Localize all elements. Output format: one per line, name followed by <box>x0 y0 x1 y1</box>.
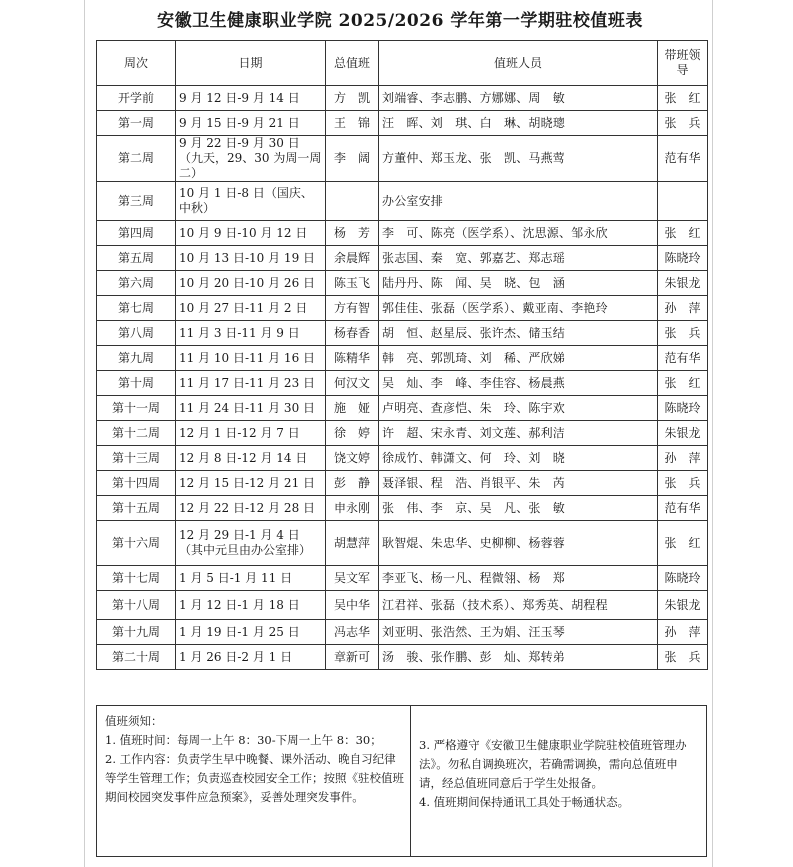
cell-date: 10 月 13 日-10 月 19 日 <box>176 246 326 271</box>
cell-week: 第十九周 <box>97 620 176 645</box>
header-leader: 带班领导 <box>658 41 708 86</box>
notes-item-3: 3. 严格遵守《安徽卫生健康职业学院驻校值班管理办法》。勿私自调换班次，若确需调换，需向总值班申请，经总值班同意后于学生处报备。 <box>419 738 687 790</box>
notes-item-1: 1. 值班时间：每周一上午 8：30-下周一上午 8：30； <box>105 733 382 747</box>
cell-leader: 陈晓玲 <box>658 396 708 421</box>
cell-week: 第十六周 <box>97 521 176 566</box>
cell-chief: 章新可 <box>326 645 379 670</box>
cell-leader: 张 红 <box>658 221 708 246</box>
cell-chief: 李 阔 <box>326 136 379 182</box>
table-row <box>97 421 708 446</box>
cell-leader: 张 兵 <box>658 471 708 496</box>
page-edge-right <box>712 0 713 867</box>
cell-chief: 余晨辉 <box>326 246 379 271</box>
cell-chief: 方有智 <box>326 296 379 321</box>
notes-item-4: 4. 值班期间保持通讯工具处于畅通状态。 <box>419 795 630 809</box>
header-chief: 总值班 <box>326 41 379 86</box>
cell-staff: 汤 骏、张作鹏、彭 灿、郑转弟 <box>379 645 658 670</box>
cell-date: 10 月 20 日-10 月 26 日 <box>176 271 326 296</box>
header-week: 周次 <box>97 41 176 86</box>
notes-item-2: 2. 工作内容：负责学生早中晚餐、课外活动、晚自习纪律等学生管理工作；负责巡查校园安全工作；按照《驻校值班期间校园突发事件应急预案》，妥善处理突发事件。 <box>105 752 404 804</box>
cell-date: 10 月 1 日-8 日（国庆、中秋） <box>176 182 326 221</box>
cell-chief: 方 凯 <box>326 86 379 111</box>
cell-staff: 徐成竹、韩潇文、何 玲、刘 晓 <box>379 446 658 471</box>
cell-leader: 范有华 <box>658 346 708 371</box>
cell-staff: 张志国、秦 宽、郭嘉艺、郑志瑶 <box>379 246 658 271</box>
cell-chief: 徐 婷 <box>326 421 379 446</box>
cell-staff: 汪 晖、刘 琪、白 琳、胡晓璁 <box>379 111 658 136</box>
cell-date: 11 月 24 日-11 月 30 日 <box>176 396 326 421</box>
cell-chief: 冯志华 <box>326 620 379 645</box>
cell-staff: 李亚飞、杨一凡、程微翎、杨 郑 <box>379 566 658 591</box>
cell-week: 第七周 <box>97 296 176 321</box>
duty-table <box>96 40 708 670</box>
cell-staff: 耿智焜、朱忠华、史柳柳、杨蓉蓉 <box>379 521 658 566</box>
header-staff: 值班人员 <box>379 41 658 86</box>
table-row <box>97 645 708 670</box>
cell-chief: 吴文军 <box>326 566 379 591</box>
cell-week: 第十七周 <box>97 566 176 591</box>
table-row <box>97 296 708 321</box>
cell-chief: 陈玉飞 <box>326 271 379 296</box>
cell-date: 10 月 9 日-10 月 12 日 <box>176 221 326 246</box>
cell-date: 1 月 12 日-1 月 18 日 <box>176 591 326 620</box>
cell-staff: 聂泽银、程 浩、肖银平、朱 芮 <box>379 471 658 496</box>
header-row <box>97 41 708 86</box>
table-row <box>97 620 708 645</box>
cell-leader: 张 红 <box>658 371 708 396</box>
cell-week: 第三周 <box>97 182 176 221</box>
table-row <box>97 111 708 136</box>
cell-date: 9 月 12 日-9 月 14 日 <box>176 86 326 111</box>
cell-staff: 刘端睿、李志鹏、方娜娜、周 敏 <box>379 86 658 111</box>
cell-leader: 朱银龙 <box>658 421 708 446</box>
cell-date: 12 月 29 日-1 月 4 日（其中元旦由办公室排） <box>176 521 326 566</box>
cell-chief: 申永刚 <box>326 496 379 521</box>
cell-week: 第十二周 <box>97 421 176 446</box>
cell-leader: 陈晓玲 <box>658 566 708 591</box>
cell-date: 12 月 8 日-12 月 14 日 <box>176 446 326 471</box>
cell-staff: 李 可、陈亮（医学系）、沈思源、邹永欣 <box>379 221 658 246</box>
cell-leader: 张 兵 <box>658 111 708 136</box>
cell-chief: 施 娅 <box>326 396 379 421</box>
cell-chief: 饶文婷 <box>326 446 379 471</box>
header-date: 日期 <box>176 41 326 86</box>
duty-notes <box>96 705 707 857</box>
cell-chief: 杨 芳 <box>326 221 379 246</box>
cell-chief: 陈精华 <box>326 346 379 371</box>
cell-staff: 吴 灿、李 峰、李佳容、杨晨燕 <box>379 371 658 396</box>
cell-chief: 胡慧萍 <box>326 521 379 566</box>
table-row <box>97 86 708 111</box>
cell-date: 1 月 19 日-1 月 25 日 <box>176 620 326 645</box>
cell-staff: 郭佳佳、张磊（医学系）、戴亚南、李艳玲 <box>379 296 658 321</box>
cell-week: 第十四周 <box>97 471 176 496</box>
cell-date: 11 月 3 日-11 月 9 日 <box>176 321 326 346</box>
cell-staff: 卢明亮、查彦恺、朱 玲、陈宇欢 <box>379 396 658 421</box>
table-row <box>97 471 708 496</box>
cell-leader: 孙 萍 <box>658 446 708 471</box>
table-row <box>97 566 708 591</box>
cell-date: 12 月 15 日-12 月 21 日 <box>176 471 326 496</box>
table-row <box>97 136 708 182</box>
cell-week: 第十一周 <box>97 396 176 421</box>
cell-leader: 范有华 <box>658 496 708 521</box>
cell-week: 第五周 <box>97 246 176 271</box>
cell-leader <box>658 182 708 221</box>
notes-heading: 值班须知： <box>105 714 163 728</box>
table-row <box>97 591 708 620</box>
duty-table-body <box>97 86 708 670</box>
cell-date: 10 月 27 日-11 月 2 日 <box>176 296 326 321</box>
cell-week: 第二十周 <box>97 645 176 670</box>
cell-leader: 朱银龙 <box>658 591 708 620</box>
cell-staff: 陆丹丹、陈 闻、吴 晓、包 涵 <box>379 271 658 296</box>
cell-chief: 杨春香 <box>326 321 379 346</box>
page-title: 安徽卫生健康职业学院 2025/2026 学年第一学期驻校值班表 <box>157 11 643 31</box>
cell-leader: 张 红 <box>658 521 708 566</box>
table-row <box>97 182 708 221</box>
cell-leader: 孙 萍 <box>658 296 708 321</box>
cell-staff: 刘亚明、张浩然、王为娟、汪玉琴 <box>379 620 658 645</box>
notes-right-column <box>411 706 706 856</box>
cell-staff: 许 超、宋永青、刘文莲、郝利洁 <box>379 421 658 446</box>
cell-week: 第八周 <box>97 321 176 346</box>
cell-date: 11 月 17 日-11 月 23 日 <box>176 371 326 396</box>
table-row <box>97 446 708 471</box>
cell-chief: 吴中华 <box>326 591 379 620</box>
cell-chief: 王 锦 <box>326 111 379 136</box>
table-row <box>97 221 708 246</box>
table-row <box>97 346 708 371</box>
table-row <box>97 246 708 271</box>
cell-week: 第六周 <box>97 271 176 296</box>
cell-week: 第九周 <box>97 346 176 371</box>
cell-week: 第十三周 <box>97 446 176 471</box>
notes-left-column <box>97 706 411 856</box>
cell-week: 第十五周 <box>97 496 176 521</box>
cell-staff: 江君祥、张磊（技术系）、郑秀英、胡程程 <box>379 591 658 620</box>
table-row <box>97 371 708 396</box>
cell-date: 1 月 26 日-2 月 1 日 <box>176 645 326 670</box>
cell-week: 开学前 <box>97 86 176 111</box>
cell-leader: 陈晓玲 <box>658 246 708 271</box>
cell-staff: 胡 恒、赵星辰、张许杰、储玉结 <box>379 321 658 346</box>
cell-staff: 张 伟、李 京、吴 凡、张 敏 <box>379 496 658 521</box>
page-edge-left <box>84 0 85 867</box>
cell-week: 第一周 <box>97 111 176 136</box>
cell-week: 第十周 <box>97 371 176 396</box>
cell-chief: 彭 静 <box>326 471 379 496</box>
table-row <box>97 521 708 566</box>
table-row <box>97 396 708 421</box>
cell-leader: 张 兵 <box>658 645 708 670</box>
cell-week: 第二周 <box>97 136 176 182</box>
cell-chief <box>326 182 379 221</box>
cell-staff: 方董仲、郑玉龙、张 凯、马燕莺 <box>379 136 658 182</box>
cell-date: 9 月 15 日-9 月 21 日 <box>176 111 326 136</box>
cell-staff: 办公室安排 <box>379 182 658 221</box>
cell-leader: 范有华 <box>658 136 708 182</box>
cell-chief: 何汉文 <box>326 371 379 396</box>
cell-date: 11 月 10 日-11 月 16 日 <box>176 346 326 371</box>
cell-leader: 张 兵 <box>658 321 708 346</box>
cell-leader: 张 红 <box>658 86 708 111</box>
cell-week: 第四周 <box>97 221 176 246</box>
cell-date: 1 月 5 日-1 月 11 日 <box>176 566 326 591</box>
cell-date: 12 月 1 日-12 月 7 日 <box>176 421 326 446</box>
cell-leader: 孙 萍 <box>658 620 708 645</box>
cell-date: 9 月 22 日-9 月 30 日（九天，29、30 为周一周二） <box>176 136 326 182</box>
table-row <box>97 271 708 296</box>
table-row <box>97 496 708 521</box>
cell-leader: 朱银龙 <box>658 271 708 296</box>
cell-date: 12 月 22 日-12 月 28 日 <box>176 496 326 521</box>
table-row <box>97 321 708 346</box>
cell-week: 第十八周 <box>97 591 176 620</box>
cell-staff: 韩 亮、郭凯琦、刘 稀、严欣娣 <box>379 346 658 371</box>
